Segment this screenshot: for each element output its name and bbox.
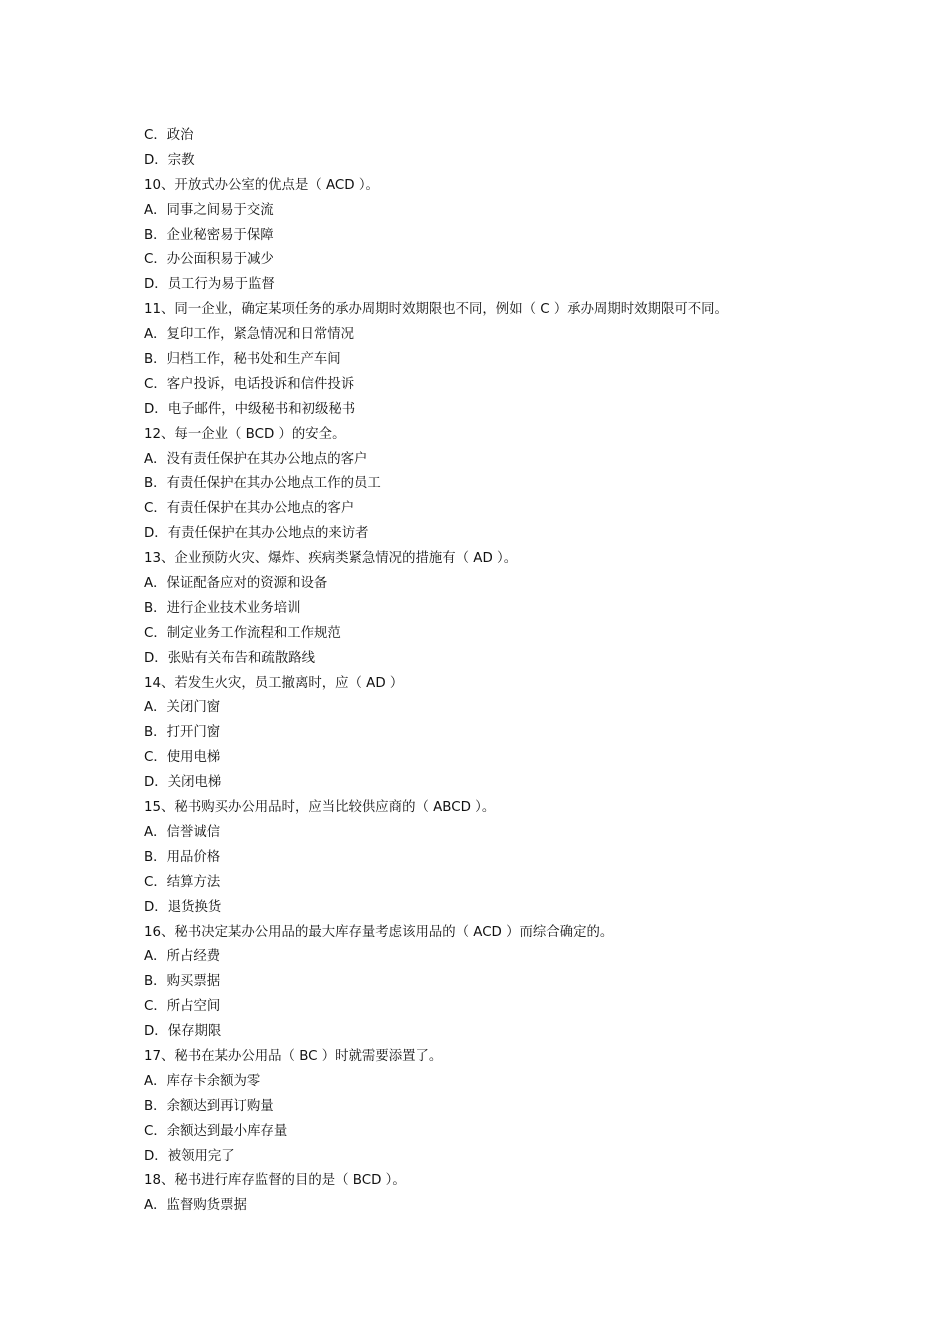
- text-line: 12、每一企业（ BCD ）的安全。: [144, 426, 346, 442]
- text-line: D．退货换货: [144, 899, 222, 915]
- text-line: C．办公面积易于减少: [144, 252, 274, 268]
- text-line: A．所占经费: [144, 949, 221, 965]
- text-line: 14、若发生火灾，员工撤离时，应（ AD ）: [144, 675, 404, 691]
- text-line: C．所占空间: [144, 999, 221, 1015]
- text-line: A．监督购货票据: [144, 1198, 247, 1214]
- text-line: 11、同一企业，确定某项任务的承办周期时效期限也不同，例如（ C ）承办周期时效期限可不同。: [144, 302, 728, 318]
- text-line: B．打开门窗: [144, 725, 221, 741]
- text-line: 13、企业预防火灾、爆炸、疾病类紧急情况的措施有（ AD ）。: [144, 551, 518, 567]
- text-line: D．宗教: [144, 152, 195, 168]
- text-line: D．被领用完了: [144, 1148, 235, 1164]
- text-line: B．用品价格: [144, 849, 221, 865]
- text-line: C．使用电梯: [144, 750, 221, 766]
- text-line: D．有责任保护在其办公地点的来访者: [144, 526, 369, 542]
- text-line: 17、秘书在某办公用品（ BC ）时就需要添置了。: [144, 1048, 443, 1064]
- text-line: B．归档工作，秘书处和生产车间: [144, 352, 341, 368]
- text-line: A．保证配备应对的资源和设备: [144, 576, 328, 592]
- document-body: [144, 124, 844, 1219]
- text-line: B．有责任保护在其办公地点工作的员工: [144, 476, 381, 492]
- text-line: D．电子邮件，中级秘书和初级秘书: [144, 401, 356, 417]
- text-line: D．张贴有关布告和疏散路线: [144, 650, 315, 666]
- text-line: C．制定业务工作流程和工作规范: [144, 625, 341, 641]
- text-line: A．信誉诚信: [144, 824, 221, 840]
- text-line: D．员工行为易于监督: [144, 277, 275, 293]
- text-line: B．购买票据: [144, 974, 221, 990]
- text-line: 10、开放式办公室的优点是（ ACD ）。: [144, 177, 379, 193]
- text-line: C．政治: [144, 128, 194, 143]
- text-line: A．复印工作，紧急情况和日常情况: [144, 327, 355, 343]
- text-line: A．库存卡余额为零: [144, 1073, 261, 1089]
- text-line: B．企业秘密易于保障: [144, 227, 274, 243]
- text-line: 15、秘书购买办公用品时，应当比较供应商的（ ABCD ）。: [144, 800, 496, 816]
- text-line: 16、秘书决定某办公用品的最大库存量考虑该用品的（ ACD ）而综合确定的。: [144, 924, 614, 940]
- text-line: B．余额达到再订购量: [144, 1098, 274, 1114]
- text-line: C．余额达到最小库存量: [144, 1123, 288, 1139]
- text-line: D．关闭电梯: [144, 775, 222, 791]
- text-line: 18、秘书进行库存监督的目的是（ BCD ）。: [144, 1173, 406, 1189]
- text-line: C．客户投诉，电话投诉和信件投诉: [144, 376, 355, 392]
- text-line: A．关闭门窗: [144, 700, 221, 716]
- text-line: B．进行企业技术业务培训: [144, 600, 301, 616]
- text-line: A．同事之间易于交流: [144, 202, 274, 218]
- text-line: C．结算方法: [144, 874, 221, 890]
- text-line: A．没有责任保护在其办公地点的客户: [144, 451, 368, 467]
- text-line: D．保存期限: [144, 1024, 222, 1040]
- text-line: C．有责任保护在其办公地点的客户: [144, 501, 355, 517]
